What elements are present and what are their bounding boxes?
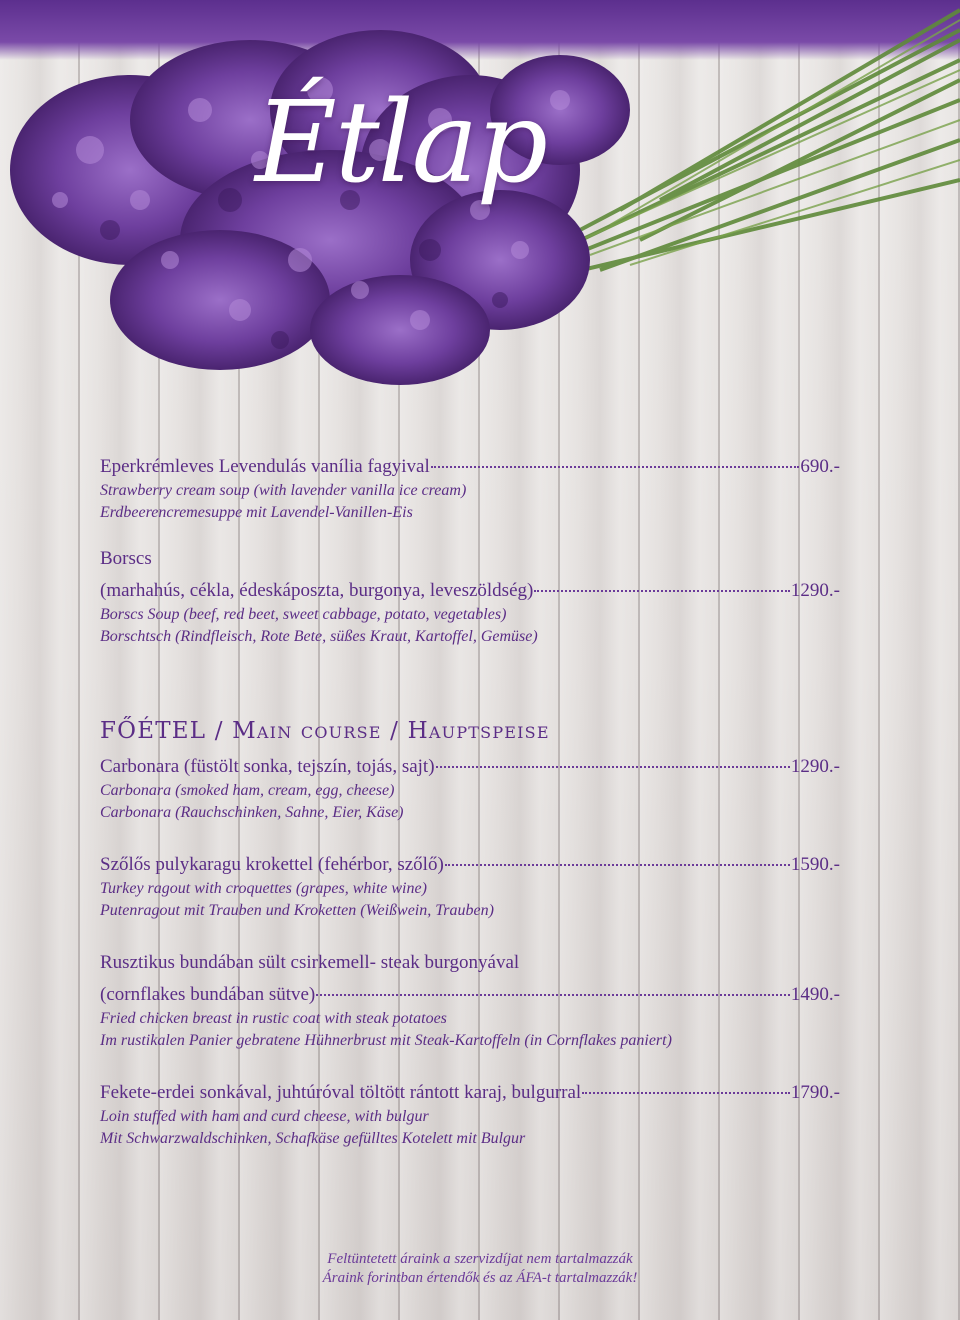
menu-item-name: Fekete-erdei sonkával, juhtúróval töltött rántott karaj, bulgurral (100, 1082, 582, 1103)
menu-item-german: Borschtsch (Rindfleisch, Rote Bete, süßes Kraut, Kartoffel, Gemüse) (100, 628, 538, 645)
menu-item-price: 1290.- (790, 756, 840, 777)
menu-item-english: Strawberry cream soup (with lavender vanilla ice cream) (100, 482, 467, 499)
footer-note (0, 1250, 960, 1288)
menu-item-price: 690.- (800, 456, 840, 477)
menu-item-price: 1590.- (790, 854, 840, 875)
menu-item-german: Putenragout mit Trauben und Kroketten (Weißwein, Trauben) (100, 902, 494, 919)
dotted-leader (582, 1092, 790, 1094)
menu-item-price: 1490.- (790, 984, 840, 1005)
menu-item-german: Carbonara (Rauchschinken, Sahne, Eier, Käse) (100, 804, 404, 821)
menu-item-row (100, 982, 840, 1008)
footer-line: Feltüntetett áraink a szervizdíjat nem tartalmazzák (327, 1251, 633, 1267)
menu-item (100, 754, 840, 824)
menu-item (100, 546, 840, 648)
menu-item-name: (cornflakes bundában sütve) (100, 984, 316, 1005)
lavender-bouquet-image (0, 0, 960, 470)
menu-item (100, 950, 840, 1052)
menu-item (100, 1080, 840, 1150)
menu-item-german: Im rustikalen Panier gebratene Hühnerbrust mit Steak-Kartoffeln (in Cornflakes paniert) (100, 1032, 672, 1049)
dotted-leader (431, 466, 800, 468)
menu-item-english: Borscs Soup (beef, red beet, sweet cabbage, potato, vegetables) (100, 606, 507, 623)
menu-item-name: Carbonara (füstölt sonka, tejszín, tojás, sajt) (100, 756, 435, 777)
menu-item-english: Loin stuffed with ham and curd cheese, with bulgur (100, 1108, 429, 1125)
menu-item-german: Mit Schwarzwaldschinken, Schafkäse gefülltes Kotelett mit Bulgur (100, 1130, 526, 1147)
main-course-heading: FŐÉTEL / Main course / Hauptspeise (100, 718, 550, 744)
menu-item-german: Erdbeerencremesuppe mit Lavendel-Vanillen-Eis (100, 504, 413, 521)
menu-item-row (100, 578, 840, 604)
menu-item-english: Turkey ragout with croquettes (grapes, white wine) (100, 880, 427, 897)
menu-content (100, 450, 840, 1150)
menu-item-row (100, 754, 840, 780)
dotted-leader (436, 766, 790, 768)
menu-item-row (100, 1080, 840, 1106)
menu-item-english: Carbonara (smoked ham, cream, egg, cheese) (100, 782, 395, 799)
page-title: Étlap (255, 78, 547, 208)
menu-item-name-line1: Borscs (100, 548, 152, 569)
menu-item-name: Eperkrémleves Levendulás vanília fagyival (100, 456, 430, 477)
menu-item-english: Fried chicken breast in rustic coat with steak potatoes (100, 1010, 447, 1027)
menu-item-name-line1: Rusztikus bundában sült csirkemell- steak burgonyával (100, 952, 520, 973)
dotted-leader (534, 590, 790, 592)
menu-item-price: 1290.- (790, 580, 840, 601)
menu-item (100, 454, 840, 524)
menu-item-name: (marhahús, cékla, édeskáposzta, burgonya, leveszöldség) (100, 580, 534, 601)
menu-item-row (100, 852, 840, 878)
menu-item (100, 852, 840, 922)
footer-line: Áraink forintban értendők és az ÁFA-t tartalmazzák! (322, 1270, 638, 1286)
dotted-leader (445, 864, 790, 866)
menu-item-row (100, 454, 840, 480)
menu-item-price: 1790.- (790, 1082, 840, 1103)
dotted-leader (316, 994, 790, 996)
menu-item-name: Szőlős pulykaragu krokettel (fehérbor, szőlő) (100, 854, 444, 875)
